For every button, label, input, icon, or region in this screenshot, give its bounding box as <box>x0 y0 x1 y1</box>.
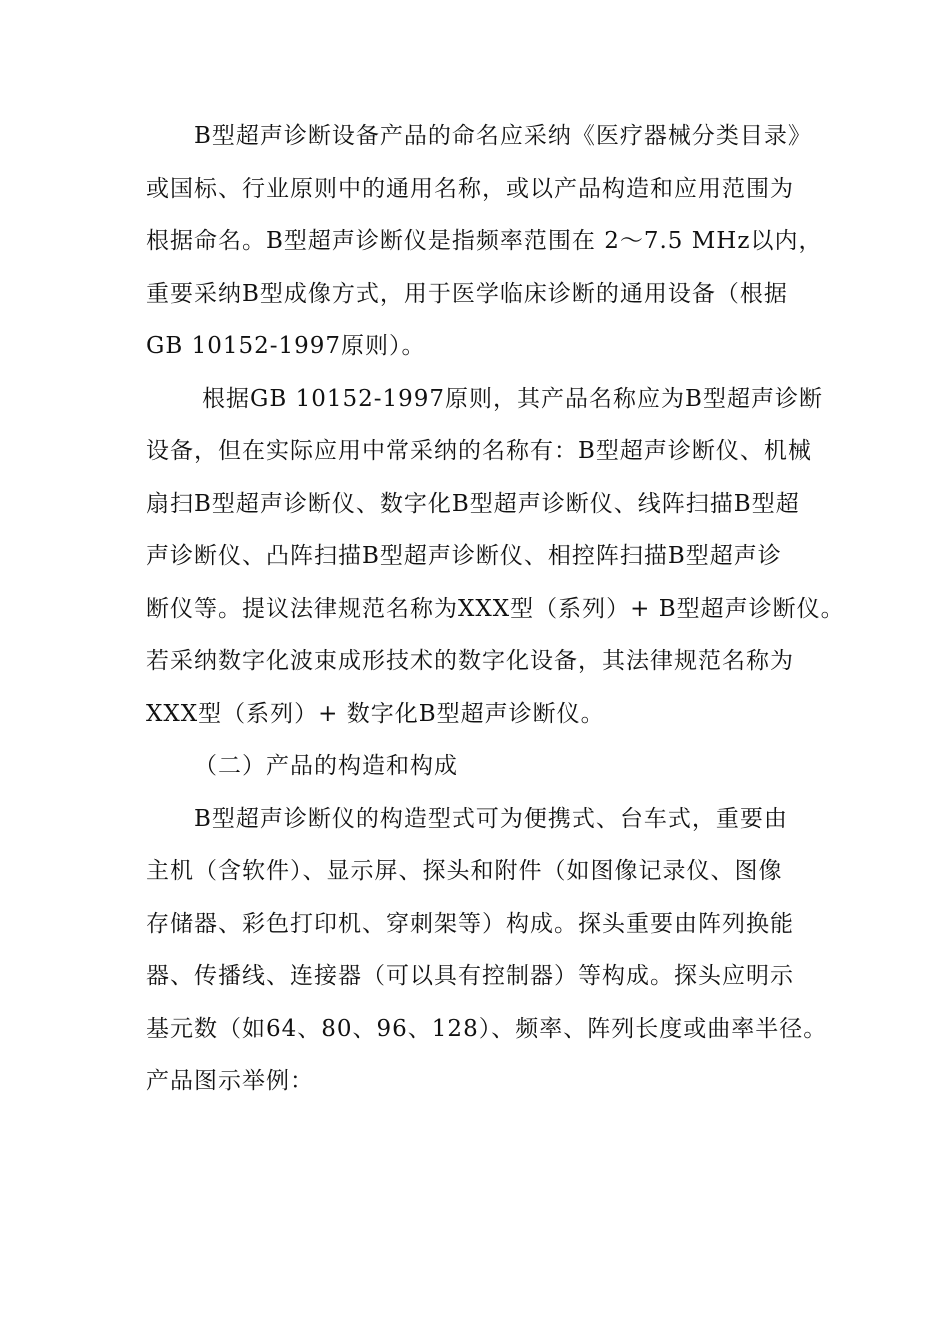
paragraph-structure-line-3: 存储器、彩色打印机、穿刺架等）构成。探头重要由阵列换能 <box>146 910 794 937</box>
paragraph-product-name-line-6: 若采纳数字化波束成形技术的数字化设备，其法律规范名称为 <box>146 648 794 674</box>
paragraph-product-name-line-2: 设备，但在实际应用中常采纳的名称有：B型超声诊断仪、机械 <box>146 438 812 464</box>
paragraph-structure-line-6: 产品图示举例： <box>146 1068 314 1094</box>
paragraph-product-name-line-4: 声诊断仪、凸阵扫描B型超声诊断仪、相控阵扫描B型超声诊 <box>146 543 782 569</box>
paragraph-structure-line-1: B型超声诊断仪的构造型式可为便携式、台车式，重要由 <box>194 805 788 832</box>
document-body <box>146 118 845 1116</box>
paragraph-naming-line-1: B型超声诊断设备产品的命名应采纳《医疗器械分类目录》 <box>194 123 812 149</box>
paragraph-naming-line-3: 根据命名。B型超声诊断仪是指频率范围在 2～7.5 MHz以内， <box>146 228 823 254</box>
paragraph-naming-line-2: 或国标、行业原则中的通用名称，或以产品构造和应用范围为 <box>146 175 794 202</box>
paragraph-structure-line-2: 主机（含软件）、显示屏、探头和附件（如图像记录仪、图像 <box>146 858 783 884</box>
paragraph-structure-line-5: 基元数（如64、80、96、128）、频率、阵列长度或曲率半径。 <box>146 1015 828 1042</box>
paragraph-structure-line-4: 器、传播线、连接器（可以具有控制器）等构成。探头应明示 <box>146 963 794 989</box>
paragraph-product-name-line-1: 根据GB 10152-1997原则，其产品名称应为B型超声诊断 <box>202 385 823 412</box>
section-heading: （二）产品的构造和构成 <box>194 753 458 779</box>
paragraph-product-name-line-5: 断仪等。提议法律规范名称为XXX型（系列）+ B型超声诊断仪。 <box>146 595 845 622</box>
paragraph-product-name-line-3: 扇扫B型超声诊断仪、数字化B型超声诊断仪、线阵扫描B型超 <box>146 490 800 517</box>
paragraph-naming-line-5: GB 10152-1997原则）。 <box>146 333 426 359</box>
paragraph-naming-line-4: 重要采纳B型成像方式，用于医学临床诊断的通用设备（根据 <box>146 280 788 307</box>
paragraph-product-name-line-7: XXX型（系列）+ 数字化B型超声诊断仪。 <box>146 700 605 727</box>
